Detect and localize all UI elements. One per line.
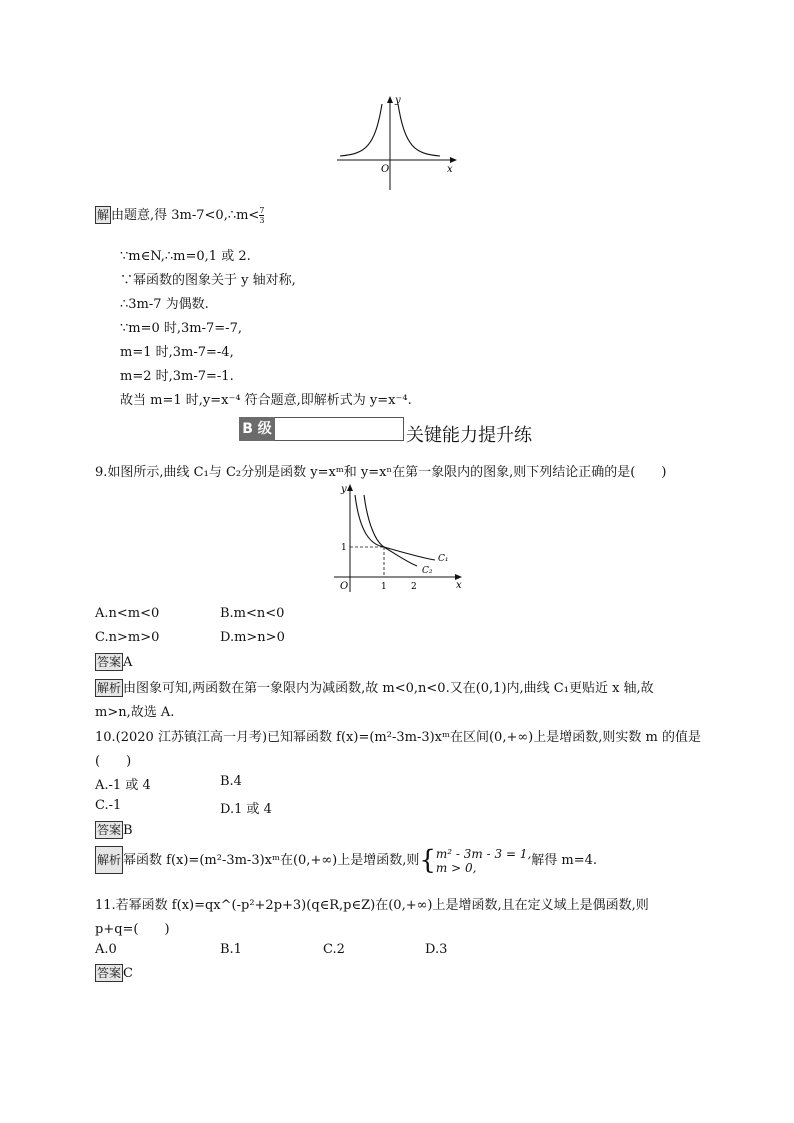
solution8-line: ∵m∈N,∴m=0,1 或 2. — [120, 249, 251, 264]
option-d: D.m>n>0 — [220, 630, 285, 645]
option-d: D.3 — [425, 942, 448, 957]
section-badge: B 级 — [239, 417, 275, 441]
option-a: A.n<m<0 — [95, 606, 160, 621]
system-eq1: m² - 3m - 3 = 1, — [435, 846, 532, 861]
solution8-line: m=1 时,3m-7=-4, — [120, 345, 234, 360]
analysis-tag: 解析 — [95, 846, 123, 874]
solution8-line1 — [95, 204, 264, 225]
q10-answer — [95, 821, 133, 839]
y-axis-label: y — [395, 95, 401, 106]
answer-value: B — [123, 823, 133, 838]
graph-q9 — [322, 480, 472, 595]
q9-answer — [95, 653, 132, 671]
fraction: $\frac{7}{3}$ — [259, 206, 265, 225]
analysis-text: 由图象可知,两函数在第一象限内为减函数,故 m<0,n<0.又在(0,1)内,曲线 C₁更贴近 x 轴,故 — [123, 681, 654, 696]
option-c: C.2 — [323, 942, 345, 957]
curve-c2-label: C₂ — [422, 566, 433, 576]
option-b: B.4 — [220, 774, 242, 789]
solution8-line: ∵幂函数的图象关于 y 轴对称, — [120, 273, 296, 288]
q10-text: 10.(2020 江苏镇江高一月考)已知幂函数 f(x)=(m²-3m-3)xᵐ在区间(0,+∞)上是增函数,则实数 m 的值是 — [95, 730, 701, 745]
section-title: 关键能力提升练 — [406, 425, 532, 446]
solution-text: 由题意,得 3m-7<0,∴m< — [111, 208, 260, 223]
tick-y1: 1 — [341, 543, 347, 553]
q11-text: 11.若幂函数 f(x)=qx^(-p²+2p+3)(q∈R,p∈Z)在(0,+∞)上是增函数,且在定义域上是偶函数,则 — [95, 898, 649, 913]
y-axis-label: y — [341, 484, 347, 495]
q11-answer — [95, 964, 133, 982]
section-banner-box — [275, 417, 404, 441]
q9-analysis-line1 — [95, 677, 654, 697]
q10-analysis: 解析 幂函数 f(x)=(m²-3m-3)xᵐ在(0,+∞)上是增函数,则{ m² - 3m - 3 = 1, m > 0, 解得 m=4. — [97, 845, 598, 876]
solution-tag: 解 — [97, 208, 110, 222]
option-a: A.0 — [95, 942, 117, 957]
option-c: C.-1 — [95, 798, 122, 813]
q10-bracket: ( ) — [95, 754, 132, 769]
q9-analysis-line2: m>n,故选 A. — [95, 705, 175, 720]
answer-tag: 答案 — [97, 966, 122, 980]
analysis-result: 解得 m=4. — [531, 853, 598, 868]
curve-c1-label: C₁ — [438, 554, 449, 564]
q9-text: 9.如图所示,曲线 C₁与 C₂分别是函数 y=xᵐ和 y=xⁿ在第一象限内的图象,则下列结论正确的是( ) — [95, 465, 667, 480]
graph-top — [335, 92, 465, 192]
option-b: B.m<n<0 — [220, 606, 285, 621]
x-axis-label: x — [456, 580, 462, 591]
system-eq2: m > 0, — [435, 860, 477, 875]
solution8-line: m=2 时,3m-7=-1. — [120, 369, 234, 384]
origin-label: O — [340, 581, 349, 592]
solution8-line: ∴3m-7 为偶数. — [120, 297, 209, 312]
answer-tag: 答案 — [97, 823, 122, 837]
option-a: A.-1 或 4 — [95, 778, 151, 793]
answer-value: A — [123, 655, 133, 670]
option-b: B.1 — [220, 942, 242, 957]
solution8-line: ∵m=0 时,3m-7=-7, — [120, 321, 242, 336]
solution8-line: 故当 m=1 时,y=x⁻⁴ 符合题意,即解析式为 y=x⁻⁴. — [120, 393, 412, 408]
q11-bracket: p+q=( ) — [95, 922, 170, 937]
analysis-text: 幂函数 f(x)=(m²-3m-3)xᵐ在(0,+∞)上是增函数,则 — [123, 853, 420, 868]
answer-tag: 答案 — [97, 655, 122, 669]
tick-x1: 1 — [381, 582, 387, 592]
option-d: D.1 或 4 — [220, 802, 272, 817]
origin-label: O — [381, 164, 390, 175]
answer-value: C — [123, 966, 133, 981]
analysis-tag: 解析 — [97, 681, 122, 695]
option-c: C.n>m>0 — [95, 630, 160, 645]
tick-x2: 2 — [411, 582, 417, 592]
x-axis-label: x — [447, 164, 453, 175]
